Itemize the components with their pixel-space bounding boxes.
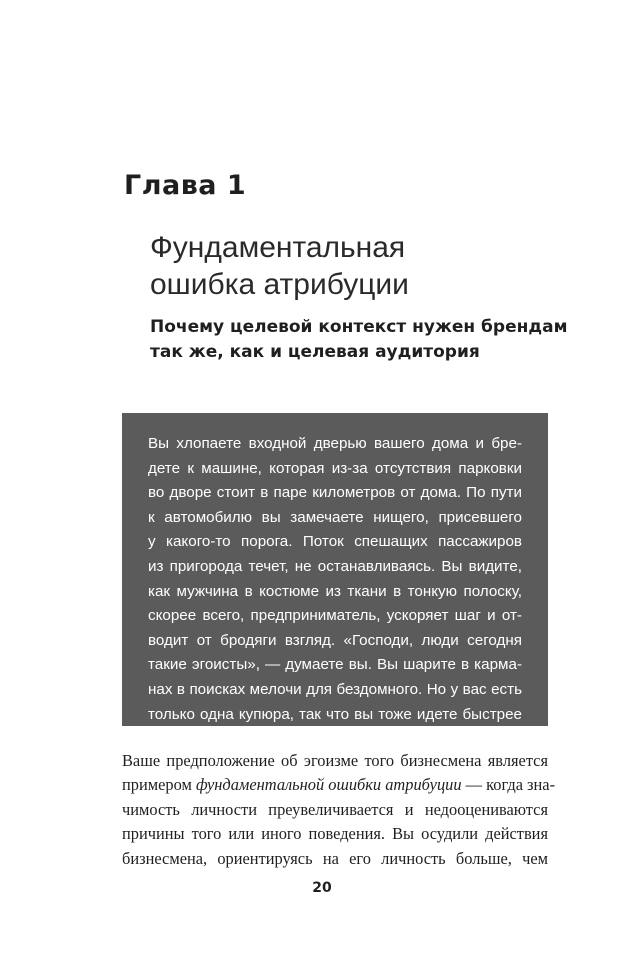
epigraph-line: скорее всего, предприниматель, ускоряет шаг и от- (148, 607, 522, 625)
epigraph-line: Вы хлопаете входной дверью вашего дома и бре- (148, 435, 522, 452)
epigraph-line: такие эгоисты», — думаете вы. Вы шарите в карма- (148, 656, 522, 674)
chapter-subtitle-line: так же, как и целевая аудитория (150, 342, 480, 362)
chapter-subtitle-line: Почему целевой контекст нужен брендам (150, 317, 568, 337)
body-text (122, 749, 556, 871)
body-line: Ваше предположение об эгоизме того бизнесмена является (122, 751, 548, 770)
epigraph-line: дете к машине, которая из-за отсутствия парковки (148, 459, 522, 477)
epigraph-line: только одна купюра, так что вы тоже идете быстрее (148, 705, 522, 723)
body-text-run: примером (122, 775, 196, 795)
chapter-label: Глава 1 (124, 170, 247, 201)
epigraph-line: во дворе стоит в паре километров от дома. По пути (148, 484, 522, 502)
chapter-title-line: Фундаментальная (150, 231, 406, 264)
epigraph-line: и тоже отводите взгляд. (148, 730, 317, 748)
chapter-title-line: ошибка атрибуции (150, 268, 409, 301)
epigraph-line: как мужчина в костюме из ткани в тонкую полоску, (148, 582, 522, 600)
body-line: бизнесмена, ориентируясь на его личность больше, чем (122, 848, 548, 868)
epigraph-line: к автомобилю вы замечаете нищего, присевшего (148, 508, 522, 526)
page-number: 20 (312, 880, 332, 896)
body-text-run: — когда зна- (461, 775, 556, 795)
chapter-subtitle (150, 315, 600, 365)
epigraph-box (122, 413, 548, 748)
epigraph-line: у какого-то порога. Поток спешащих пассажиров (148, 533, 522, 551)
epigraph-line: водит от бродяги взгляд. «Господи, люди сегодня (148, 631, 522, 649)
epigraph-line: из пригорода течет, не останавливаясь. Вы видите, (148, 557, 522, 575)
chapter-title (150, 229, 590, 303)
body-line (122, 773, 556, 797)
term-emphasis: фундаментальной ошибки атрибуции (195, 775, 462, 795)
epigraph-line: нах в поисках мелочи для бездомного. Но у вас есть (148, 680, 522, 698)
body-line: чимость личности преувеличивается и недооцениваются (122, 799, 548, 819)
body-line: причины того или иного поведения. Вы осудили действия (122, 824, 548, 844)
